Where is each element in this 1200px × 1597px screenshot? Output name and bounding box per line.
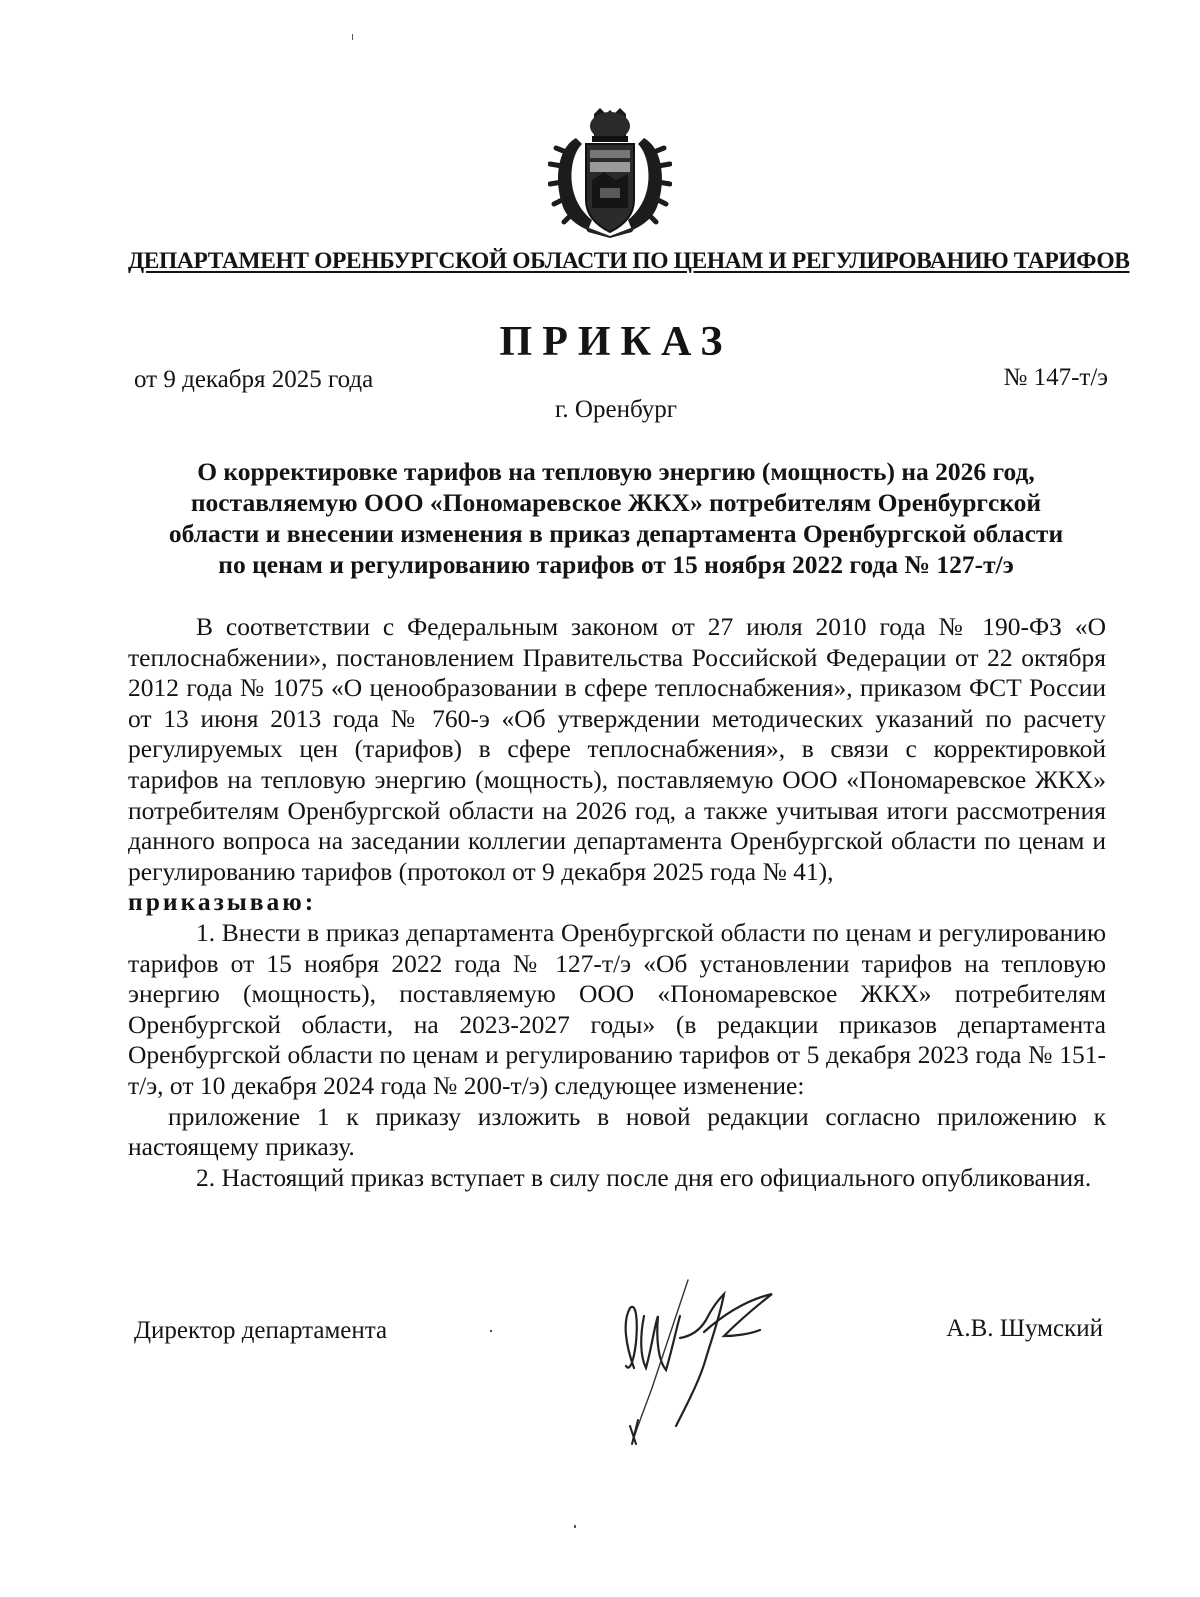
item-2-paragraph: 2. Настоящий приказ вступает в силу после дня его официального опубликования. <box>196 1162 1092 1192</box>
scan-speck <box>490 1330 492 1332</box>
document-number: № 147-т/э <box>1003 364 1108 391</box>
signatory-name: А.В. Шумский <box>946 1315 1103 1342</box>
document-date: от 9 декабря 2025 года <box>134 366 374 393</box>
item-1-paragraph: 1. Внести в приказ департамента Оренбургской области по ценам и регулированию тарифов от 15 ноября 2022 года № 127-т/э «Об установлении тарифов на тепловую энергию (мощность), поставляемую ООО «Пономаревское ЖКХ» потребителям Оренбургской области, на 2023-2027 годы» (в редакции приказов департамента Оренбургской области по ценам и регулированию тарифов от 5 декабря 2023 года № 151-т/э, от 10 декабря 2024 года № 200-т/э) следующее изменение: <box>128 917 1106 1100</box>
scan-speck <box>574 1525 576 1528</box>
subject-line: поставляемую ООО «Пономаревское ЖКХ» потребителям Оренбургской <box>190 488 1042 517</box>
item-1-detail-paragraph: приложение 1 к приказу изложить в новой редакции согласно приложению к настоящему приказу. <box>128 1101 1106 1162</box>
subject-line: области и внесении изменения в приказ департамента Оренбургской области <box>168 519 1064 548</box>
scan-speck <box>352 34 353 40</box>
decree-statement <box>128 887 1106 918</box>
department-header: ДЕПАРТАМЕНТ ОРЕНБУРГСКОЙ ОБЛАСТИ ПО ЦЕНАМ И РЕГУЛИРОВАНИЮ ТАРИФОВ <box>128 248 1130 274</box>
document-body <box>128 612 1106 1193</box>
decree-word: приказываю: <box>128 887 317 917</box>
coat-of-arms-icon <box>548 108 672 238</box>
document-city: г. Оренбург <box>555 396 677 423</box>
preamble-paragraph: В соответствии с Федеральным законом от 27 июля 2010 года № 190-ФЗ «О теплоснабжении», постановлением Правительства Российской Федерации от 22 октября 2012 года № 1075 «О ценообразовании в сфере теплоснабжения», приказом ФСТ России от 13 июня 2013 года № 760-э «Об утверждении методических указаний по расчету регулируемых цен (тарифов) в сфере теплоснабжения», в связи с корректировкой тарифов на тепловую энергию (мощность), поставляемую ООО «Пономаревское ЖКХ» потребителям Оренбургской области на 2026 год, а также учитывая итоги рассмотрения данного вопроса на заседании коллегии департамента Оренбургской области по ценам и регулированию тарифов (протокол от 9 декабря 2025 года № 41), <box>128 612 1106 886</box>
subject-line: по ценам и регулированию тарифов от 15 ноября 2022 года № 127-т/э <box>218 550 1014 579</box>
signatory-position: Директор департамента <box>134 1317 388 1344</box>
subject-line: О корректировке тарифов на тепловую энергию (мощность) на 2026 год, <box>197 457 1035 486</box>
handwritten-signature-icon <box>596 1276 796 1448</box>
document-subject <box>128 456 1104 580</box>
document-type-title: ПРИКАЗ <box>499 319 733 365</box>
